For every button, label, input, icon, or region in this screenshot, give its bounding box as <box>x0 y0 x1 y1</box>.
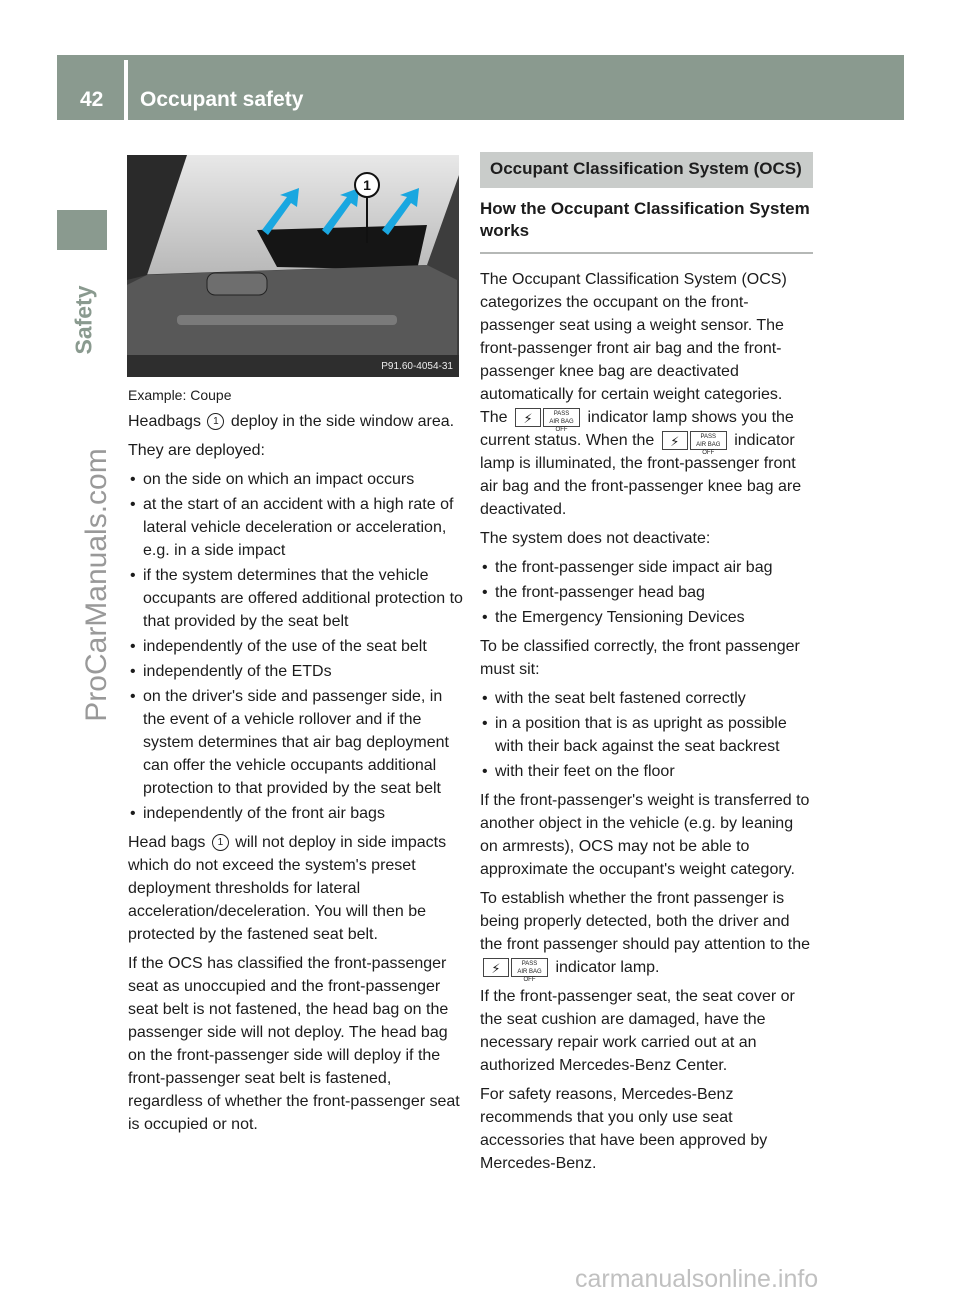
list-item: • at the start of an accident with a high rate of lateral vehicle deceleration or acceleration, e.g. in a side impact <box>128 493 463 562</box>
lamp-text: AIR BAG OFF <box>517 969 542 984</box>
seat-occupant-icon: ⚡ <box>483 958 509 977</box>
list-item: • with their feet on the floor <box>480 760 813 783</box>
header-divider <box>124 60 128 120</box>
text: The Occupant Classification System (OCS) categorizes the occupant on the front-passenger seat using a weight sensor. The front-passenger front air bag and the front-passenger knee bag are deactivated automatically for certain weight categories. The <box>480 271 787 426</box>
left-column <box>128 384 463 1142</box>
text: indicator lamp. <box>555 959 660 976</box>
text: indicator lamp is illuminated, the front-passenger front air bag and the front-passenger knee bag are deactivated. <box>480 432 802 518</box>
page-number: 42 <box>80 88 104 111</box>
paragraph <box>128 410 463 433</box>
list-item: • independently of the use of the seat belt <box>128 635 463 658</box>
subheading: How the Occupant Classification System works <box>480 198 813 254</box>
side-watermark: ProCarManuals.com <box>80 448 113 722</box>
text: indicator lamp shows you the current status. When the <box>480 409 794 449</box>
side-chapter-label: Safety <box>70 285 97 355</box>
list-item: • with the seat belt fastened correctly <box>480 687 813 710</box>
headbag-photo <box>127 155 459 377</box>
lamp-text: AIR BAG OFF <box>549 419 574 434</box>
text: deploy in the side window area. <box>230 413 455 430</box>
callout-marker: 1 <box>212 834 229 851</box>
pass-airbag-off-icon <box>690 431 727 457</box>
seating-list <box>480 687 813 783</box>
list-item: • on the side on which an impact occurs <box>128 468 463 491</box>
pass-air-bag-off-lamp-icon <box>662 431 727 457</box>
list-item: • in a position that is as upright as possible with their back against the seat backrest <box>480 712 813 758</box>
list-item: • the Emergency Tensioning Devices <box>480 606 813 629</box>
paragraph: To be classified correctly, the front passenger must sit: <box>480 638 800 678</box>
list-item: • on the driver's side and passenger side, in the event of a vehicle rollover and if the system determines that air bag deployment can offer the vehicle occupants additional protection to that provided by the seat belt <box>128 685 463 800</box>
text: To establish whether the front passenger is being properly detected, both the driver and the front passenger should pay attention to the <box>480 890 811 953</box>
pass-air-bag-off-lamp-icon <box>515 408 580 434</box>
seat-occupant-icon: ⚡ <box>515 408 541 427</box>
paragraph: If the front-passenger seat, the seat cover or the seat cushion are damaged, have the necessary repair work carried out at an authorized Mercedes-Benz Center. <box>480 988 795 1074</box>
list-item: • the front-passenger head bag <box>480 581 813 604</box>
paragraph: If the front-passenger's weight is transferred to another object in the vehicle (e.g. by leaning on armrests), OCS may not be able to approximate the occupant's weight category. <box>480 792 810 878</box>
paragraph: If the OCS has classified the front-passenger seat as unoccupied and the front-passenger seat belt is not fastened, the head bag on the passenger side will not deploy. The head bag on the front-passenger side will deploy if the front-passenger seat belt is fastened, regardless of whether the front-passenger seat is occupied or not. <box>128 955 460 1133</box>
lamp-text: PASS <box>700 434 717 441</box>
paragraph: They are deployed: <box>128 442 265 459</box>
paragraph: The system does not deactivate: <box>480 530 711 547</box>
callout-number: 1 <box>363 177 371 193</box>
pass-air-bag-off-lamp-icon <box>483 958 548 984</box>
text: will not deploy in side impacts which do not exceed the system's preset deployment thresholds for lateral acceleration/deceleration. You will then be protected by the fastened seat belt. <box>128 834 447 943</box>
figure-code: P91.60-4054-31 <box>381 361 453 372</box>
lamp-text: AIR BAG OFF <box>696 442 721 457</box>
right-column <box>480 152 813 1181</box>
paragraph <box>480 887 813 984</box>
callout-marker: 1 <box>207 413 224 430</box>
lamp-text: PASS <box>521 961 538 968</box>
text: Head bags <box>128 834 206 851</box>
figure-caption: Example: Coupe <box>128 387 232 403</box>
list-item: • independently of the ETDs <box>128 660 463 683</box>
list-item: • independently of the front air bags <box>128 802 463 825</box>
section-title: Occupant safety <box>140 88 304 111</box>
ocs-section-heading: Occupant Classification System (OCS) <box>480 152 813 188</box>
deployment-list <box>128 468 463 825</box>
pass-airbag-off-icon <box>543 408 580 434</box>
side-tab-marker <box>57 210 107 250</box>
not-deactivated-list <box>480 556 813 629</box>
list-item: • the front-passenger side impact air bag <box>480 556 813 579</box>
door-illustration <box>127 155 459 377</box>
lamp-text: PASS <box>553 411 570 418</box>
seat-occupant-icon: ⚡ <box>662 431 688 450</box>
paragraph: For safety reasons, Mercedes-Benz recommends that you only use seat accessories that have been approved by Mercedes-Benz. <box>480 1086 768 1172</box>
list-item: • if the system determines that the vehicle occupants are offered additional protection to that provided by the seat belt <box>128 564 463 633</box>
text: Headbags <box>128 413 201 430</box>
paragraph <box>128 831 463 946</box>
pass-airbag-off-icon <box>511 958 548 984</box>
footer-watermark: carmanualsonline.info <box>575 1265 819 1293</box>
paragraph <box>480 268 813 521</box>
